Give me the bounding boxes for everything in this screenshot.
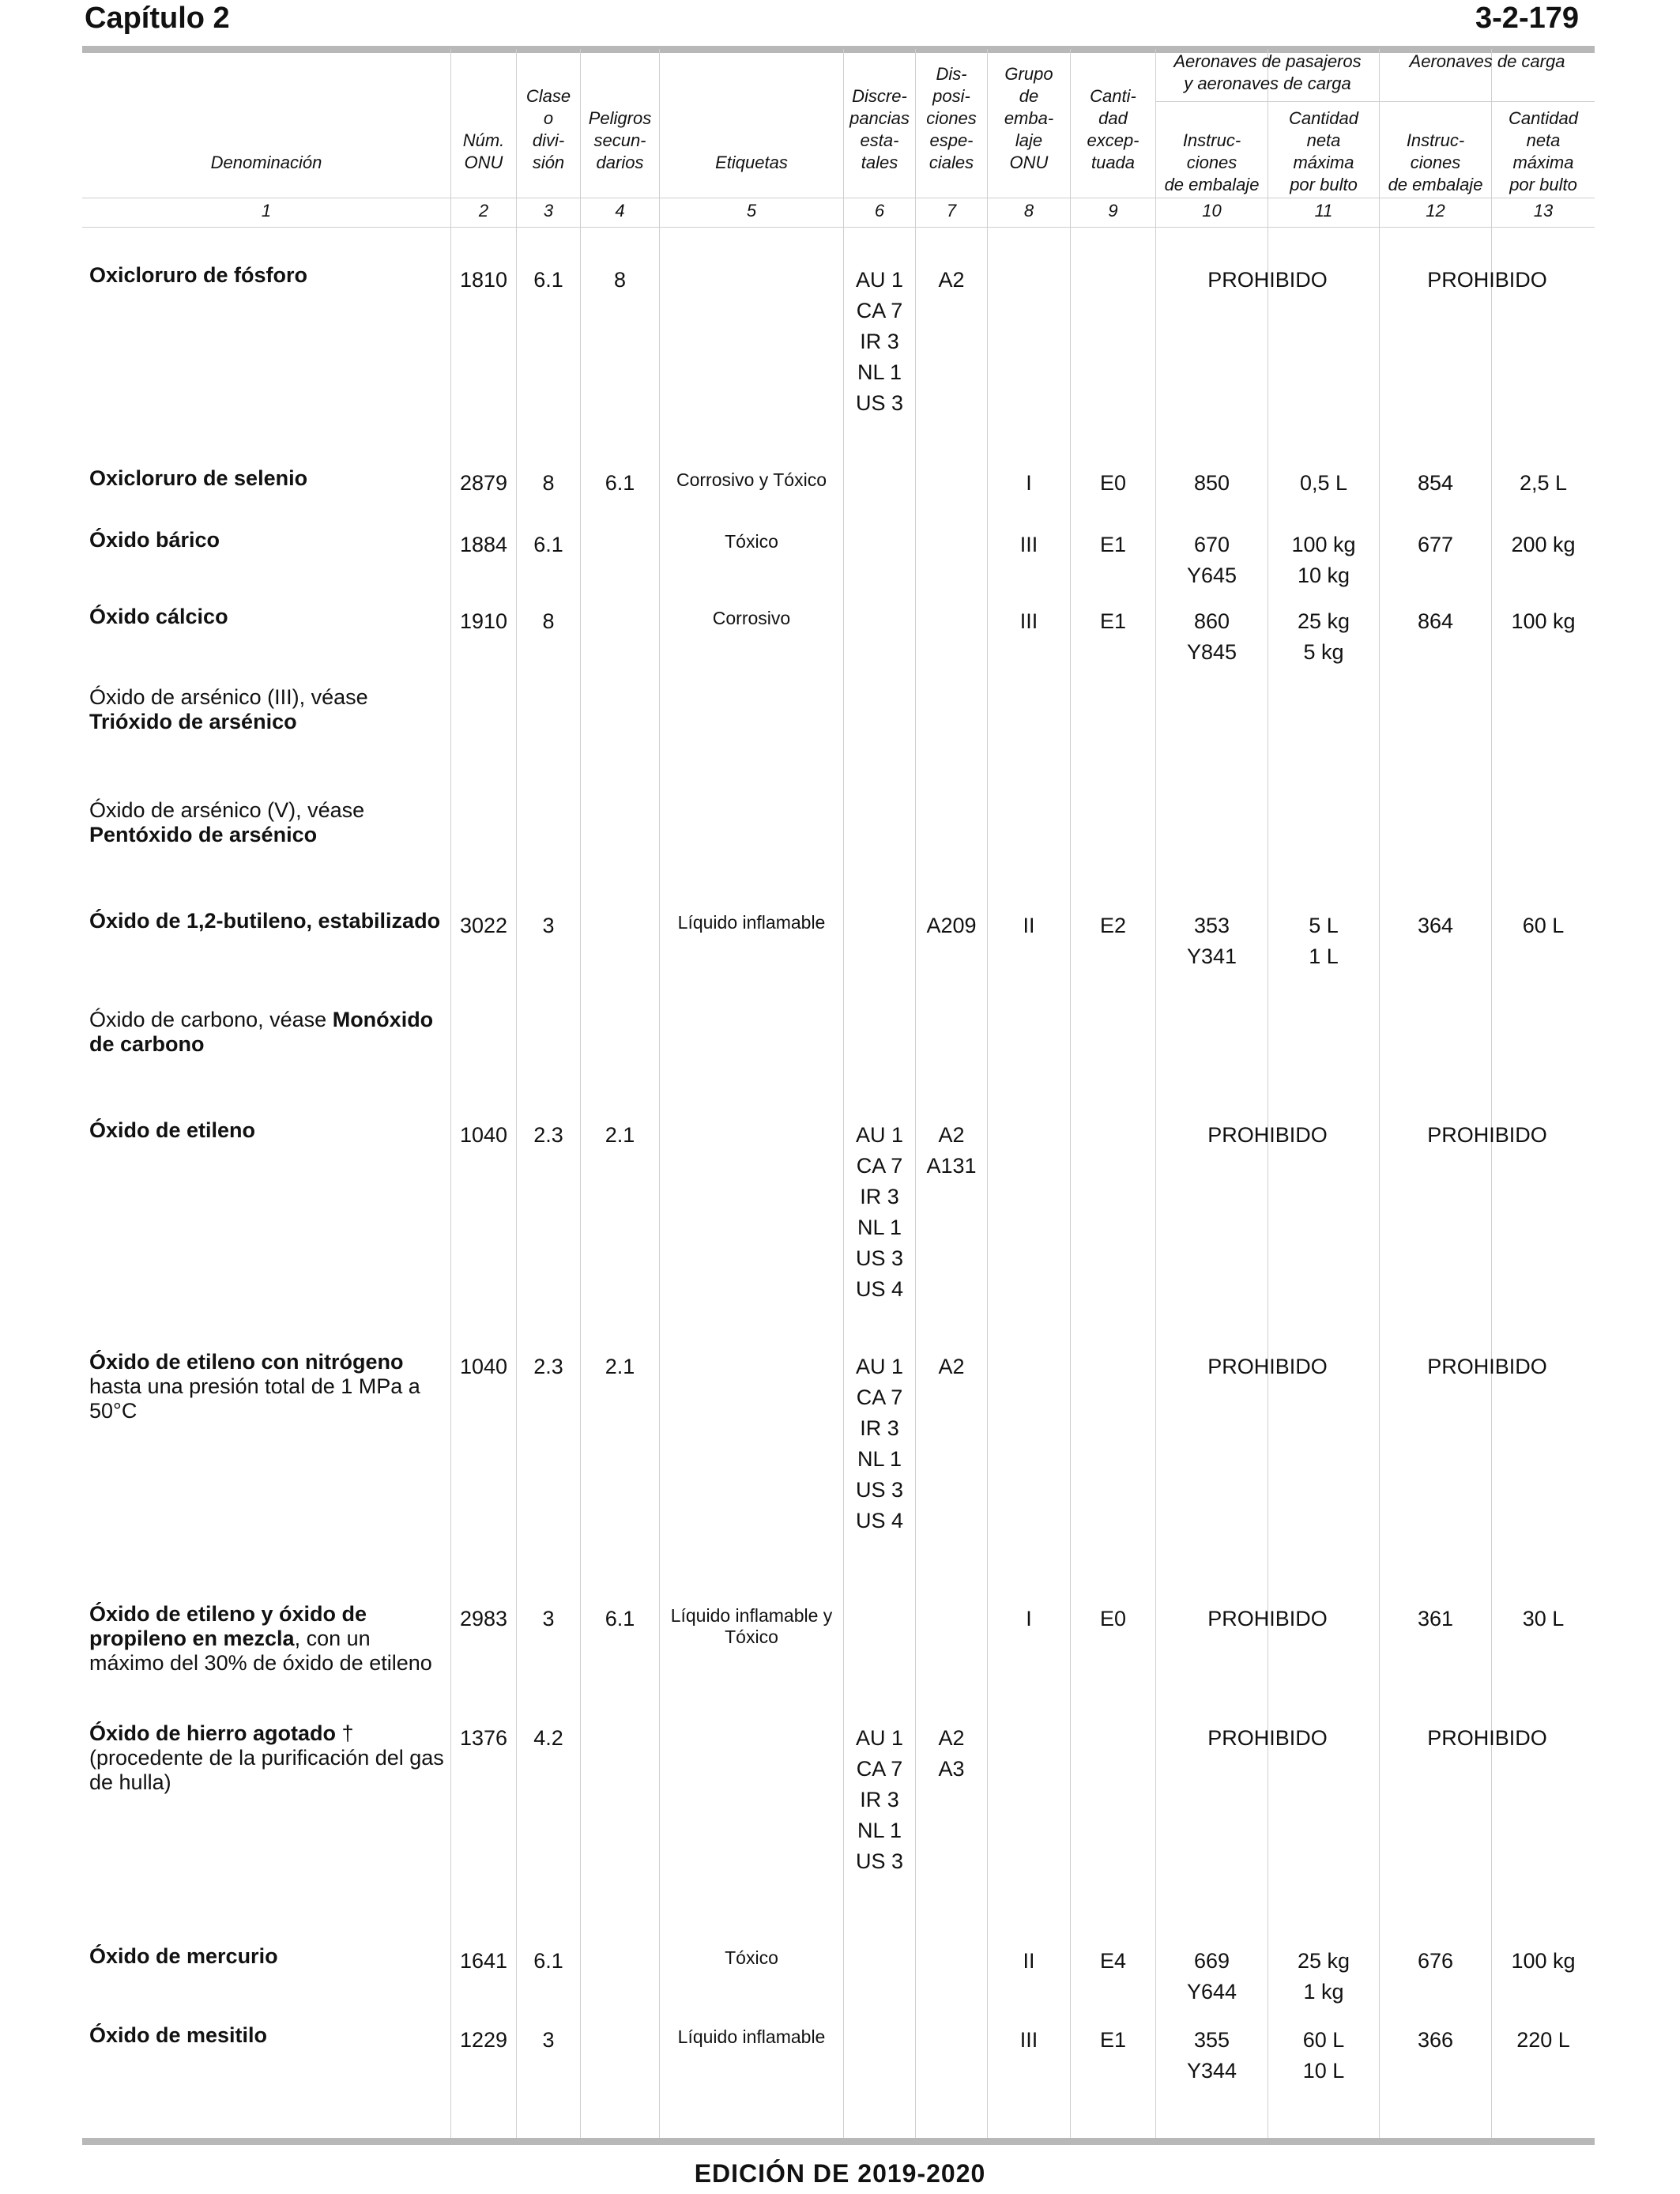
state-variations-line: CA 7 <box>856 1385 903 1409</box>
pax-forbidden: PROHIBIDO <box>1207 268 1328 292</box>
column-divider <box>450 49 451 2139</box>
pax-packing-instruction-line: 355 <box>1193 2028 1230 2052</box>
hazard-label: Corrosivo y Tóxico <box>676 469 827 490</box>
pax-packing-instruction-line: 860 <box>1193 609 1230 633</box>
state-variations-line: CA 7 <box>856 1757 903 1781</box>
substance-name <box>89 1944 449 1969</box>
cao-packing-instruction-line: 364 <box>1417 914 1454 937</box>
substance-name <box>89 1350 449 1423</box>
un-number: 1040 <box>459 1123 508 1147</box>
column-divider <box>659 49 660 2139</box>
state-variations-line: NL 1 <box>857 1447 902 1471</box>
hazard-class: 6.1 <box>533 1949 563 1973</box>
edition-footer: EDICIÓN DE 2019-2020 <box>694 2159 986 2188</box>
substance-name-bold: Óxido de mesitilo <box>89 2023 268 2047</box>
state-variations-line: NL 1 <box>857 1819 902 1842</box>
substance-name <box>89 1721 449 1795</box>
hazard-class: 3 <box>542 914 555 937</box>
cao-packing-instruction <box>1380 2025 1491 2056</box>
column-number: 1 <box>261 201 272 221</box>
page-number: 3-2-179 <box>1475 2 1579 35</box>
cao-max-quantity <box>1492 606 1595 637</box>
column-number: 3 <box>543 201 554 221</box>
page-header <box>82 0 1595 44</box>
pax-packing-instruction-line: 669 <box>1193 1949 1230 1973</box>
substance-name-bold: Óxido de hierro agotado <box>89 1721 337 1745</box>
col-header-special-provisions: Dis- posi- ciones espe- ciales <box>926 64 977 172</box>
column-divider <box>987 49 988 2139</box>
col-header-pax-max-quantity: Cantidad neta máxima por bulto <box>1288 108 1359 194</box>
col-header-cao-max-quantity: Cantidad neta máxima por bulto <box>1508 108 1579 194</box>
cao-packing-instruction-line: 361 <box>1417 1607 1454 1630</box>
state-variations <box>844 265 915 419</box>
un-number: 1040 <box>459 1355 508 1378</box>
state-variations-line: IR 3 <box>860 1788 899 1811</box>
substance-name-text: Óxido de arsénico (V), véase <box>89 798 365 822</box>
un-number: 1884 <box>459 533 508 556</box>
hazard-class: 6.1 <box>533 268 563 292</box>
special-provisions <box>916 1351 987 1382</box>
cao-max-quantity-line: 220 L <box>1516 2028 1570 2052</box>
cao-packing-instruction-line: 864 <box>1417 609 1454 633</box>
cao-packing-instruction <box>1380 530 1491 560</box>
column-divider <box>915 49 916 2139</box>
column-divider <box>1070 49 1071 2139</box>
column-divider <box>580 49 581 2139</box>
pax-forbidden: PROHIBIDO <box>1207 1607 1328 1630</box>
cao-packing-instruction-line: 677 <box>1417 533 1454 556</box>
packing-group: III <box>1019 2028 1038 2052</box>
column-divider <box>1155 49 1156 2139</box>
pax-max-quantity-line: 25 kg <box>1297 1949 1350 1973</box>
subsidiary-hazard: 8 <box>613 268 627 292</box>
excepted-quantity: E2 <box>1099 914 1127 937</box>
state-variations-line: CA 7 <box>856 1154 903 1178</box>
col-header-denominacion: Denominación <box>210 153 322 172</box>
substance-name-bold: Óxido cálcico <box>89 605 228 628</box>
pax-max-quantity-line: 0,5 L <box>1299 471 1348 495</box>
substance-name-text: , con un máximo del 30% de óxido de etileno <box>89 1627 432 1675</box>
substance-name-bold: Óxido de etileno con nitrógeno <box>89 1350 404 1374</box>
state-variations-line: US 4 <box>855 1509 904 1532</box>
pax-packing-instruction <box>1156 468 1268 499</box>
hazard-class: 8 <box>542 471 555 495</box>
subsidiary-hazard: 2.1 <box>605 1123 635 1147</box>
col-header-packing-group: Grupo de emba- laje ONU <box>1004 64 1054 172</box>
pax-max-quantity <box>1268 2025 1379 2087</box>
substance-name-text: Óxido de arsénico (III), véase <box>89 685 368 709</box>
substance-name-bold: Trióxido de arsénico <box>89 710 297 733</box>
state-variations-line: AU 1 <box>855 268 904 292</box>
cao-max-quantity-line: 100 kg <box>1511 1949 1576 1973</box>
pax-packing-instruction <box>1156 1946 1268 2007</box>
un-number: 1229 <box>459 2028 508 2052</box>
cao-packing-instruction <box>1380 1946 1491 1977</box>
special-provisions <box>916 1723 987 1785</box>
special-provisions-line: A2 <box>938 268 965 292</box>
state-variations-line: AU 1 <box>855 1726 904 1750</box>
state-variations-line: IR 3 <box>860 1416 899 1440</box>
pax-packing-instruction-line: Y341 <box>1186 944 1237 968</box>
substance-name <box>89 1118 449 1143</box>
pax-max-quantity <box>1268 1946 1379 2007</box>
substance-name-bold: Óxido de etileno <box>89 1118 256 1142</box>
pax-packing-instruction-line: Y845 <box>1186 640 1237 664</box>
excepted-quantity: E0 <box>1099 1607 1127 1630</box>
state-variations-line: AU 1 <box>855 1355 904 1378</box>
state-variations-line: CA 7 <box>856 299 903 322</box>
col-header-excepted-quantity: Canti- dad excep- tuada <box>1087 86 1139 172</box>
pax-packing-instruction-line: 353 <box>1193 914 1230 937</box>
cao-max-quantity-line: 2,5 L <box>1519 471 1568 495</box>
column-number: 8 <box>1023 201 1034 221</box>
substance-name <box>89 528 449 552</box>
cao-max-quantity <box>1492 2025 1595 2056</box>
cao-forbidden: PROHIBIDO <box>1427 1123 1547 1147</box>
special-provisions <box>916 265 987 296</box>
state-variations-line: US 3 <box>855 1478 904 1502</box>
col-header-labels: Etiquetas <box>715 153 788 172</box>
pax-max-quantity-line: 1 kg <box>1303 1980 1344 2004</box>
cao-packing-instruction <box>1380 1604 1491 1634</box>
state-variations <box>844 1351 915 1536</box>
substance-name <box>89 466 449 491</box>
column-divider <box>516 49 517 2139</box>
column-number: 4 <box>615 201 625 221</box>
pax-packing-instruction <box>1156 530 1268 591</box>
excepted-quantity: E1 <box>1099 533 1127 556</box>
packing-group: III <box>1019 533 1038 556</box>
subsidiary-hazard: 6.1 <box>605 471 635 495</box>
cao-max-quantity-line: 100 kg <box>1511 609 1576 633</box>
special-provisions-line: A2 <box>938 1355 965 1378</box>
state-variations-line: AU 1 <box>855 1123 904 1147</box>
un-number: 1910 <box>459 609 508 633</box>
header-divider <box>82 227 1595 228</box>
hazard-class: 3 <box>542 2028 555 2052</box>
col-header-subsidiary-hazard: Peligros secun- darios <box>588 108 652 172</box>
substance-name <box>89 2023 449 2048</box>
col-group-passenger-cargo: Aeronaves de pasajeros y aeronaves de carga <box>1173 51 1362 93</box>
pax-max-quantity <box>1268 910 1379 972</box>
col-header-pax-packing-instruction: Instruc- ciones de embalaje <box>1164 130 1260 194</box>
cao-max-quantity <box>1492 468 1595 499</box>
un-number: 1641 <box>459 1949 508 1973</box>
cao-max-quantity <box>1492 1946 1595 1977</box>
special-provisions-line: A131 <box>926 1154 977 1178</box>
cao-forbidden: PROHIBIDO <box>1427 1726 1547 1750</box>
state-variations <box>844 1120 915 1305</box>
chapter-title: Capítulo 2 <box>85 2 230 35</box>
special-provisions-line: A2 <box>938 1726 965 1750</box>
column-number: 6 <box>874 201 885 221</box>
state-variations <box>844 1723 915 1877</box>
packing-group: I <box>1026 471 1032 495</box>
col-header-class: Clase o divi- sión <box>525 86 571 172</box>
substance-name <box>89 798 449 847</box>
pax-packing-instruction <box>1156 2025 1268 2087</box>
state-variations-line: IR 3 <box>860 1185 899 1208</box>
pax-packing-instruction-line: 850 <box>1193 471 1230 495</box>
pax-packing-instruction <box>1156 606 1268 668</box>
subsidiary-hazard: 6.1 <box>605 1607 635 1630</box>
excepted-quantity: E0 <box>1099 471 1127 495</box>
state-variations-line: US 3 <box>855 1246 904 1270</box>
cao-forbidden: PROHIBIDO <box>1427 1355 1547 1378</box>
bottom-rule <box>82 2138 1595 2145</box>
cao-forbidden: PROHIBIDO <box>1427 268 1547 292</box>
excepted-quantity: E1 <box>1099 609 1127 633</box>
cao-max-quantity <box>1492 530 1595 560</box>
substance-name-text: (procedente de la purificación del gas de hulla) <box>89 1746 444 1794</box>
hazard-label: Tóxico <box>725 531 778 552</box>
pax-max-quantity-line: 5 kg <box>1303 640 1344 664</box>
hazard-label: Líquido inflamable <box>677 912 826 933</box>
pax-max-quantity-line: 25 kg <box>1297 609 1350 633</box>
cao-packing-instruction <box>1380 606 1491 637</box>
special-provisions <box>916 1120 987 1182</box>
state-variations-line: NL 1 <box>857 360 902 384</box>
un-number: 2879 <box>459 471 508 495</box>
un-number: 2983 <box>459 1607 508 1630</box>
substance-name-text: † <box>336 1721 354 1745</box>
col-header-un-number: Núm. ONU <box>462 130 505 172</box>
pax-max-quantity-line: 10 kg <box>1297 564 1350 587</box>
column-number: 9 <box>1108 201 1118 221</box>
substance-name <box>89 1602 449 1676</box>
pax-max-quantity-line: 10 L <box>1302 2059 1345 2083</box>
column-number: 10 <box>1202 201 1222 221</box>
hazard-class: 2.3 <box>533 1123 563 1147</box>
substance-name <box>89 685 449 734</box>
packing-group: III <box>1019 609 1038 633</box>
un-number: 3022 <box>459 914 508 937</box>
pax-max-quantity-line: 1 L <box>1309 944 1339 968</box>
substance-name-text: hasta una presión total de 1 MPa a 50°C <box>89 1374 420 1423</box>
column-number: 2 <box>478 201 489 221</box>
substance-name-bold: Óxido bárico <box>89 528 220 552</box>
packing-group: II <box>1023 1949 1035 1973</box>
pax-packing-instruction-line: Y344 <box>1186 2059 1237 2083</box>
pax-packing-instruction-line: Y645 <box>1186 564 1237 587</box>
pax-packing-instruction <box>1156 910 1268 972</box>
cao-packing-instruction <box>1380 910 1491 941</box>
cao-packing-instruction <box>1380 468 1491 499</box>
hazard-label: Tóxico <box>725 1947 778 1968</box>
cao-max-quantity-line: 200 kg <box>1511 533 1576 556</box>
special-provisions-line: A3 <box>938 1757 965 1781</box>
excepted-quantity: E4 <box>1099 1949 1127 1973</box>
column-number: 12 <box>1426 201 1445 221</box>
state-variations-line: NL 1 <box>857 1216 902 1239</box>
substance-name-bold: Óxido de 1,2-butileno, estabilizado <box>89 909 441 933</box>
state-variations-line: US 3 <box>855 1849 904 1873</box>
hazard-class: 8 <box>542 609 555 633</box>
substance-name-bold: Oxicloruro de fósforo <box>89 263 308 287</box>
pax-max-quantity <box>1268 468 1379 499</box>
cao-packing-instruction-line: 854 <box>1417 471 1454 495</box>
substance-name-text: Óxido de carbono, véase <box>89 1008 333 1031</box>
pax-packing-instruction-line: Y644 <box>1186 1980 1237 2004</box>
column-divider <box>1491 49 1492 2139</box>
un-number: 1376 <box>459 1726 508 1750</box>
special-provisions-line: A209 <box>926 914 977 937</box>
substance-name-bold: Óxido de etileno y óxido de propileno en mezcla <box>89 1602 367 1650</box>
hazard-class: 6.1 <box>533 533 563 556</box>
substance-name <box>89 605 449 629</box>
pax-packing-instruction-line: 670 <box>1193 533 1230 556</box>
subsidiary-hazard: 2.1 <box>605 1355 635 1378</box>
cao-max-quantity-line: 60 L <box>1522 914 1565 937</box>
cao-max-quantity-line: 30 L <box>1522 1607 1565 1630</box>
excepted-quantity: E1 <box>1099 2028 1127 2052</box>
hazard-class: 3 <box>542 1607 555 1630</box>
pax-max-quantity <box>1268 606 1379 668</box>
col-header-cao-packing-instruction: Instruc- ciones de embalaje <box>1388 130 1483 194</box>
substance-name <box>89 909 449 933</box>
substance-name-bold: Pentóxido de arsénico <box>89 823 318 846</box>
special-provisions-line: A2 <box>938 1123 965 1147</box>
cao-packing-instruction-line: 366 <box>1417 2028 1454 2052</box>
substance-name-bold: Monóxido de carbono <box>89 1008 434 1056</box>
state-variations-line: IR 3 <box>860 330 899 353</box>
substance-name-bold: Oxicloruro de selenio <box>89 466 308 490</box>
column-number: 13 <box>1533 201 1554 221</box>
hazard-class: 4.2 <box>533 1726 563 1750</box>
column-number: 7 <box>946 201 957 221</box>
col-header-state-variations: Discre- pancias esta- tales <box>849 86 910 172</box>
substance-name-bold: Óxido de mercurio <box>89 1944 278 1968</box>
pax-max-quantity-line: 5 L <box>1309 914 1339 937</box>
pax-forbidden: PROHIBIDO <box>1207 1123 1328 1147</box>
hazard-class: 2.3 <box>533 1355 563 1378</box>
state-variations-line: US 4 <box>855 1277 904 1301</box>
substance-name <box>89 1008 449 1057</box>
special-provisions <box>916 910 987 941</box>
column-number: 11 <box>1314 201 1333 221</box>
pax-max-quantity-line: 60 L <box>1302 2028 1345 2052</box>
column-divider <box>1379 49 1380 2139</box>
hazard-label: Líquido inflamable y Tóxico <box>670 1605 833 1647</box>
pax-max-quantity-line: 100 kg <box>1291 533 1356 556</box>
cao-packing-instruction-line: 676 <box>1417 1949 1454 1973</box>
packing-group: II <box>1023 914 1035 937</box>
col-group-cargo-only: Aeronaves de carga <box>1409 51 1565 71</box>
un-number: 1810 <box>459 268 508 292</box>
state-variations-line: US 3 <box>855 391 904 415</box>
packing-group: I <box>1026 1607 1032 1630</box>
pax-forbidden: PROHIBIDO <box>1207 1726 1328 1750</box>
cao-max-quantity <box>1492 910 1595 941</box>
substance-name <box>89 263 449 288</box>
pax-forbidden: PROHIBIDO <box>1207 1355 1328 1378</box>
header-divider <box>1156 101 1595 102</box>
hazard-label: Líquido inflamable <box>677 2026 826 2047</box>
cao-max-quantity <box>1492 1604 1595 1634</box>
column-number: 5 <box>746 201 757 221</box>
hazard-label: Corrosivo <box>712 608 791 628</box>
pax-max-quantity <box>1268 530 1379 591</box>
